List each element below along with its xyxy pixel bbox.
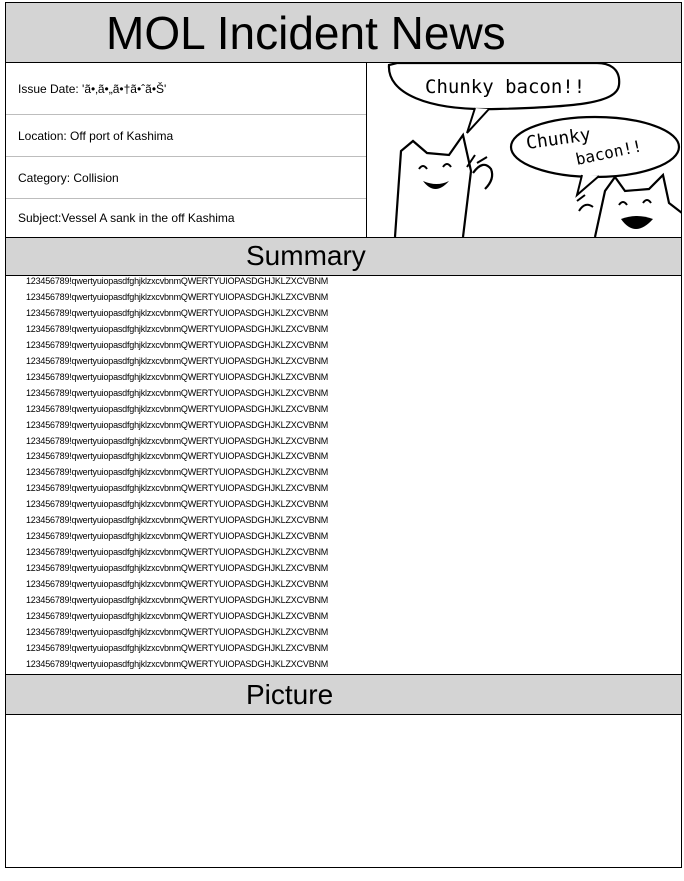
cartoon-image xyxy=(366,63,681,237)
page-title: MOL Incident News xyxy=(106,7,506,59)
summary-line: 123456789!qwertyuiopasdfghjklzxcvbnmQWERTYUIOPASDGHJKLZXCVBNM xyxy=(26,515,329,526)
news-sheet xyxy=(5,2,682,868)
summary-line: 123456789!qwertyuiopasdfghjklzxcvbnmQWERTYUIOPASDGHJKLZXCVBNM xyxy=(26,483,329,494)
summary-line: 123456789!qwertyuiopasdfghjklzxcvbnmQWERTYUIOPASDGHJKLZXCVBNM xyxy=(26,499,329,510)
summary-line: 123456789!qwertyuiopasdfghjklzxcvbnmQWERTYUIOPASDGHJKLZXCVBNM xyxy=(26,403,329,414)
summary-line: 123456789!qwertyuiopasdfghjklzxcvbnmQWERTYUIOPASDGHJKLZXCVBNM xyxy=(26,626,329,637)
picture-heading: Picture xyxy=(246,679,334,710)
summary-line: 123456789!qwertyuiopasdfghjklzxcvbnmQWERTYUIOPASDGHJKLZXCVBNM xyxy=(26,658,329,669)
issue-date-text: Issue Date: 'ã•‚ã•„ã•†ã•ˆã•Š' xyxy=(18,81,167,96)
summary-line: 123456789!qwertyuiopasdfghjklzxcvbnmQWERTYUIOPASDGHJKLZXCVBNM xyxy=(26,531,329,542)
summary-line: 123456789!qwertyuiopasdfghjklzxcvbnmQWERTYUIOPASDGHJKLZXCVBNM xyxy=(26,307,329,318)
subject-text: Subject:Vessel A sank in the off Kashima xyxy=(18,211,235,225)
summary-heading-bar xyxy=(6,237,681,276)
summary-line: 123456789!qwertyuiopasdfghjklzxcvbnmQWERTYUIOPASDGHJKLZXCVBNM xyxy=(26,579,329,590)
chunky-bacon-cartoon xyxy=(367,63,681,237)
info-panel xyxy=(6,63,366,237)
summary-line: 123456789!qwertyuiopasdfghjklzxcvbnmQWERTYUIOPASDGHJKLZXCVBNM xyxy=(26,355,329,366)
category-text: Category: Collision xyxy=(18,170,119,185)
summary-line: 123456789!qwertyuiopasdfghjklzxcvbnmQWERTYUIOPASDGHJKLZXCVBNM xyxy=(26,595,329,605)
bubble-right-text-line2: bacon!! xyxy=(573,136,644,169)
fox-right-motion-lines xyxy=(577,195,593,211)
summary-line: 123456789!qwertyuiopasdfghjklzxcvbnmQWERTYUIOPASDGHJKLZXCVBNM xyxy=(26,339,329,350)
summary-line: 123456789!qwertyuiopasdfghjklzxcvbnmQWERTYUIOPASDGHJKLZXCVBNM xyxy=(26,419,329,430)
summary-line: 123456789!qwertyuiopasdfghjklzxcvbnmQWERTYUIOPASDGHJKLZXCVBNM xyxy=(26,371,329,382)
summary-body xyxy=(6,276,681,674)
title-bar xyxy=(6,3,681,63)
picture-area xyxy=(6,715,681,867)
summary-line: 123456789!qwertyuiopasdfghjklzxcvbnmQWERTYUIOPASDGHJKLZXCVBNM xyxy=(26,451,329,462)
summary-line: 123456789!qwertyuiopasdfghjklzxcvbnmQWERTYUIOPASDGHJKLZXCVBNM xyxy=(26,276,329,286)
speech-bubble-right-tail xyxy=(577,175,599,195)
summary-line: 123456789!qwertyuiopasdfghjklzxcvbnmQWERTYUIOPASDGHJKLZXCVBNM xyxy=(26,547,329,558)
speech-bubble-top-tail xyxy=(467,108,489,133)
summary-line: 123456789!qwertyuiopasdfghjklzxcvbnmQWERTYUIOPASDGHJKLZXCVBNM xyxy=(26,563,329,574)
summary-line: 123456789!qwertyuiopasdfghjklzxcvbnmQWERTYUIOPASDGHJKLZXCVBNM xyxy=(26,387,329,398)
summary-line: 123456789!qwertyuiopasdfghjklzxcvbnmQWERTYUIOPASDGHJKLZXCVBNM xyxy=(26,291,329,302)
summary-line: 123456789!qwertyuiopasdfghjklzxcvbnmQWERTYUIOPASDGHJKLZXCVBNM xyxy=(26,467,329,478)
location-row xyxy=(6,115,366,157)
bubble-top-text: Chunky bacon!! xyxy=(425,76,586,98)
picture-heading-bar xyxy=(6,674,681,715)
category-row xyxy=(6,157,366,199)
summary-line: 123456789!qwertyuiopasdfghjklzxcvbnmQWERTYUIOPASDGHJKLZXCVBNM xyxy=(26,435,329,446)
fox-left-arm xyxy=(473,165,492,189)
summary-line: 123456789!qwertyuiopasdfghjklzxcvbnmQWERTYUIOPASDGHJKLZXCVBNM xyxy=(26,642,329,653)
summary-heading: Summary xyxy=(246,240,366,271)
subject-row xyxy=(6,199,366,237)
location-text: Location: Off port of Kashima xyxy=(18,128,174,143)
issue-date-row xyxy=(6,63,366,115)
summary-line: 123456789!qwertyuiopasdfghjklzxcvbnmQWERTYUIOPASDGHJKLZXCVBNM xyxy=(26,610,329,621)
bubble-right-text-line1: Chunky xyxy=(524,124,593,154)
summary-line: 123456789!qwertyuiopasdfghjklzxcvbnmQWERTYUIOPASDGHJKLZXCVBNM xyxy=(26,323,329,334)
